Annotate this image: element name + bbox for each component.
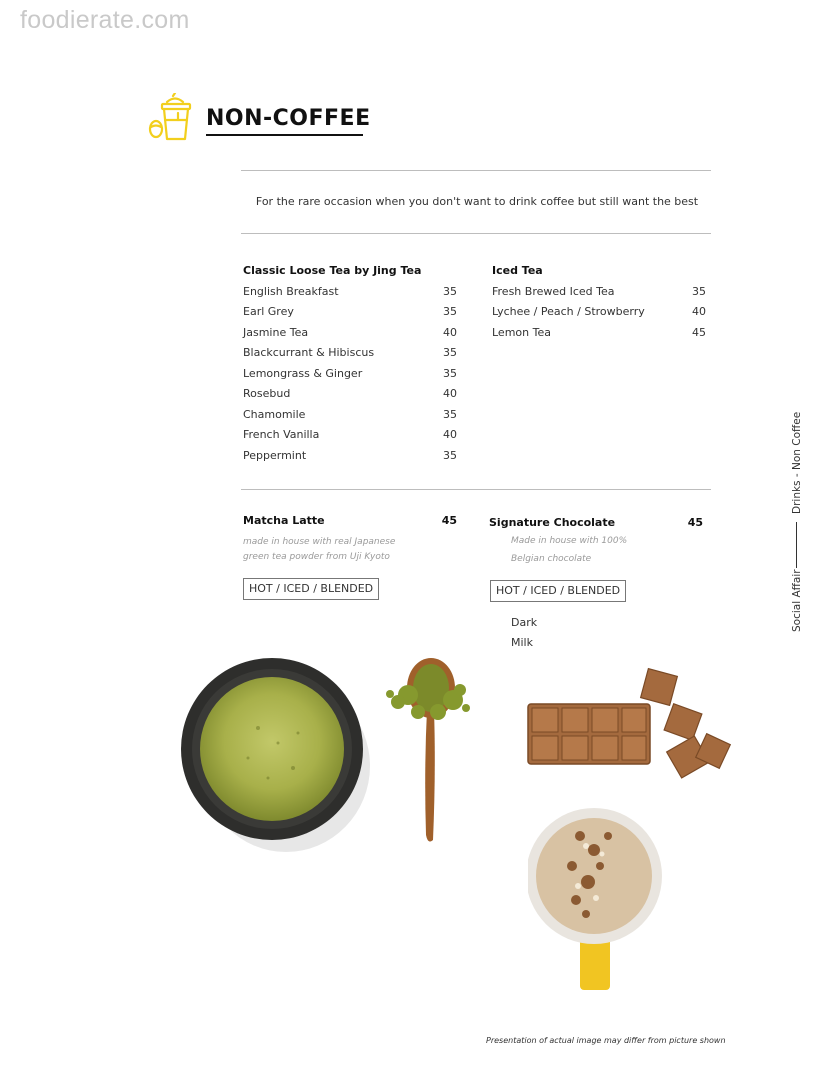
- matcha-desc-line2: green tea powder from Uji Kyoto: [243, 552, 390, 562]
- watermark: foodierate.com: [20, 6, 190, 34]
- page-title: NON-COFFEE: [206, 106, 371, 131]
- matcha-spoon-image: [378, 650, 478, 850]
- item-price: 45: [692, 326, 706, 339]
- item-price: 40: [443, 326, 457, 339]
- list-item: [243, 387, 457, 400]
- footer-disclaimer: Presentation of actual image may differ from picture shown: [486, 1036, 726, 1045]
- chocolate-desc-line2: Belgian chocolate: [511, 554, 592, 564]
- side-label-section: Drinks - Non Coffee: [791, 411, 803, 514]
- chocolate-desc-line1: Made in house with 100%: [511, 536, 628, 546]
- chocolate-bar-image: [524, 664, 739, 804]
- list-item: [492, 326, 706, 339]
- matcha-latte-name: Matcha Latte: [243, 514, 325, 527]
- item-name: Lemongrass & Ginger: [243, 367, 363, 380]
- signature-chocolate-row: [489, 516, 703, 529]
- item-price: 35: [443, 305, 457, 318]
- chocolate-variant-dark: Dark: [511, 616, 538, 629]
- chocolate-variant-milk: Milk: [511, 636, 533, 649]
- item-name: Lychee / Peach / Strowberry: [492, 305, 645, 318]
- chocolate-cup-image: [528, 806, 678, 1016]
- iced-tea-heading: Iced Tea: [492, 264, 543, 277]
- item-name: Lemon Tea: [492, 326, 551, 339]
- item-name: Fresh Brewed Iced Tea: [492, 285, 615, 298]
- item-price: 40: [443, 428, 457, 441]
- signature-chocolate-price: 45: [687, 516, 703, 529]
- item-price: 35: [443, 408, 457, 421]
- matcha-options-badge: HOT / ICED / BLENDED: [243, 578, 379, 600]
- matcha-desc-line1: made in house with real Japanese: [243, 537, 396, 547]
- chocolate-options-badge: HOT / ICED / BLENDED: [490, 580, 626, 602]
- list-item: [243, 305, 457, 318]
- item-price: 35: [443, 449, 457, 462]
- item-name: English Breakfast: [243, 285, 339, 298]
- item-name: Blackcurrant & Hibiscus: [243, 346, 375, 359]
- divider: [241, 233, 711, 234]
- title-underline: [206, 134, 363, 136]
- matcha-latte-row: [243, 514, 457, 527]
- list-item: [243, 428, 457, 441]
- item-price: 40: [692, 305, 706, 318]
- list-item: [243, 408, 457, 421]
- divider: [241, 489, 711, 490]
- drink-cup-icon: [147, 93, 195, 143]
- list-item: [243, 367, 457, 380]
- item-price: 35: [692, 285, 706, 298]
- item-name: Chamomile: [243, 408, 306, 421]
- item-name: French Vanilla: [243, 428, 320, 441]
- item-name: Peppermint: [243, 449, 307, 462]
- item-price: 40: [443, 387, 457, 400]
- list-item: [243, 326, 457, 339]
- divider: [241, 170, 711, 171]
- list-item: [243, 285, 457, 298]
- list-item: [243, 449, 457, 462]
- item-price: 35: [443, 285, 457, 298]
- side-label-brand: Social Affair: [791, 569, 803, 632]
- signature-chocolate-name: Signature Chocolate: [489, 516, 616, 529]
- matcha-latte-price: 45: [441, 514, 457, 527]
- list-item: [492, 305, 706, 318]
- item-name: Jasmine Tea: [243, 326, 309, 339]
- matcha-bowl-image: [178, 648, 378, 858]
- item-price: 35: [443, 367, 457, 380]
- intro-text: For the rare occasion when you don't want to drink coffee but still want the best: [255, 195, 699, 208]
- list-item: [243, 346, 457, 359]
- classic-tea-heading: Classic Loose Tea by Jing Tea: [243, 264, 422, 277]
- item-name: Rosebud: [243, 387, 291, 400]
- list-item: [492, 285, 706, 298]
- item-price: 35: [443, 346, 457, 359]
- item-name: Earl Grey: [243, 305, 294, 318]
- side-label-line: [796, 522, 797, 568]
